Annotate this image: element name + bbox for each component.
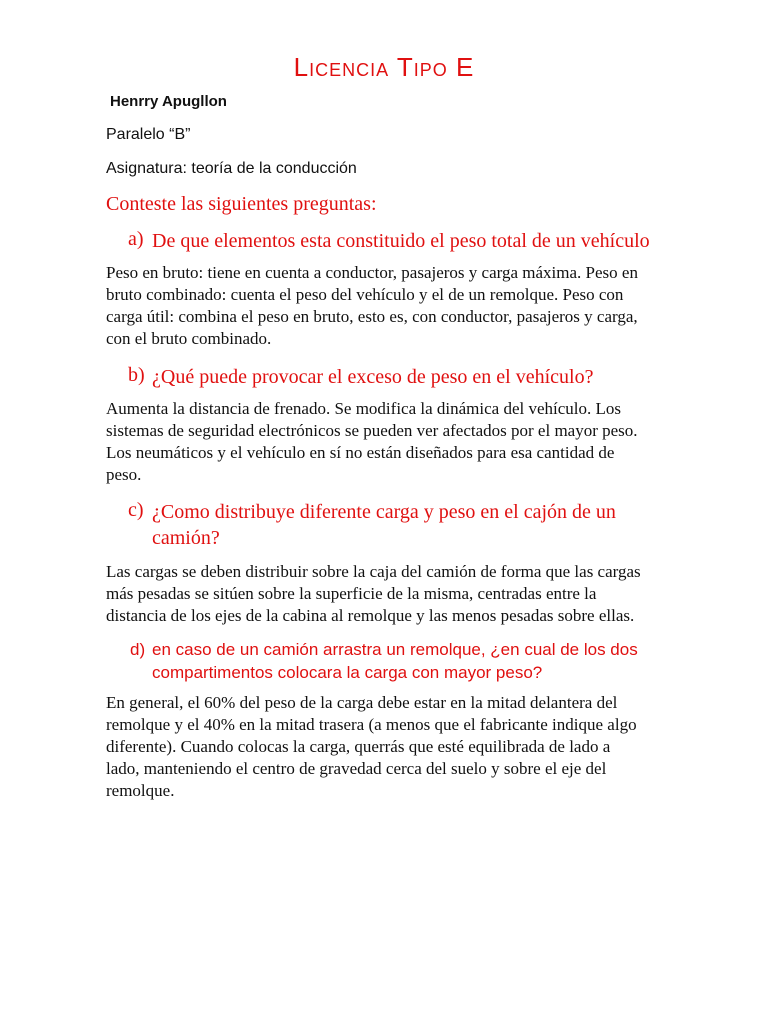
instructions-heading: Conteste las siguientes preguntas:: [106, 193, 377, 215]
question-d-text: [152, 638, 638, 684]
answer-c-line: distancia de los ejes de la cabina al remolque y las menos pesadas sobre ellas.: [106, 606, 635, 625]
author-name: Henrry Apugllon: [110, 93, 227, 110]
answer-c-line: más pesadas se sitúen sobre la superficie de la misma, centradas entre la: [106, 584, 597, 603]
answer-a-line: con el bruto combinado.: [106, 329, 272, 348]
answer-b-line: sistemas de seguridad electrónicos se pueden ver afectados por el mayor peso.: [106, 421, 638, 440]
answer-d-line: En general, el 60% del peso de la carga debe estar en la mitad delantera del: [106, 693, 618, 712]
question-b-marker: b): [128, 364, 145, 386]
answer-d: [106, 692, 666, 802]
answer-d-line: lado, manteniendo el centro de gravedad cerca del suelo y sobre el eje del: [106, 759, 607, 778]
answer-c: [106, 561, 666, 627]
answer-d-line: remolque y el 40% en la mitad trasera (a menos que el fabricante indique algo: [106, 715, 637, 734]
document-title: Licencia Tipo E: [293, 52, 475, 82]
paralelo-line: Paralelo “B”: [106, 126, 191, 143]
question-d-line: compartimentos colocara la carga con mayor peso?: [152, 663, 543, 682]
question-d-marker: d): [130, 640, 146, 659]
asignatura-line: Asignatura: teoría de la conducción: [106, 160, 357, 177]
question-c-line: camión?: [152, 527, 220, 549]
answer-b-line: Aumenta la distancia de frenado. Se modifica la dinámica del vehículo. Los: [106, 399, 622, 418]
answer-d-line: remolque.: [106, 781, 175, 800]
answer-b: [106, 398, 666, 486]
question-c-line: ¿Como distribuye diferente carga y peso en el cajón de un: [152, 501, 616, 523]
question-d-line: en caso de un camión arrastra un remolque, ¿en cual de los dos: [152, 640, 638, 659]
question-b-line: ¿Qué puede provocar el exceso de peso en el vehículo?: [152, 366, 594, 388]
question-a-text: [152, 228, 650, 254]
question-c-text: [152, 499, 616, 551]
answer-a-line: bruto combinado: cuenta el peso del vehículo y el de un remolque. Peso con: [106, 285, 624, 304]
answer-a-line: Peso en bruto: tiene en cuenta a conductor, pasajeros y carga máxima. Peso en: [106, 263, 638, 282]
answer-a-line: carga útil: combina el peso en bruto, esto es, con conductor, pasajeros y carga,: [106, 307, 638, 326]
answer-b-line: peso.: [106, 465, 142, 484]
question-c-marker: c): [128, 499, 144, 521]
question-b-text: [152, 364, 593, 390]
question-a-marker: a): [128, 228, 144, 250]
answer-c-line: Las cargas se deben distribuir sobre la caja del camión de forma que las cargas: [106, 562, 641, 581]
answer-a: [106, 262, 666, 350]
answer-d-line: diferente). Cuando colocas la carga, querrás que esté equilibrada de lado a: [106, 737, 611, 756]
question-a-line: De que elementos esta constituido el peso total de un vehículo: [152, 230, 650, 252]
answer-b-line: Los neumáticos y el vehículo en sí no están diseñados para esa cantidad de: [106, 443, 615, 462]
